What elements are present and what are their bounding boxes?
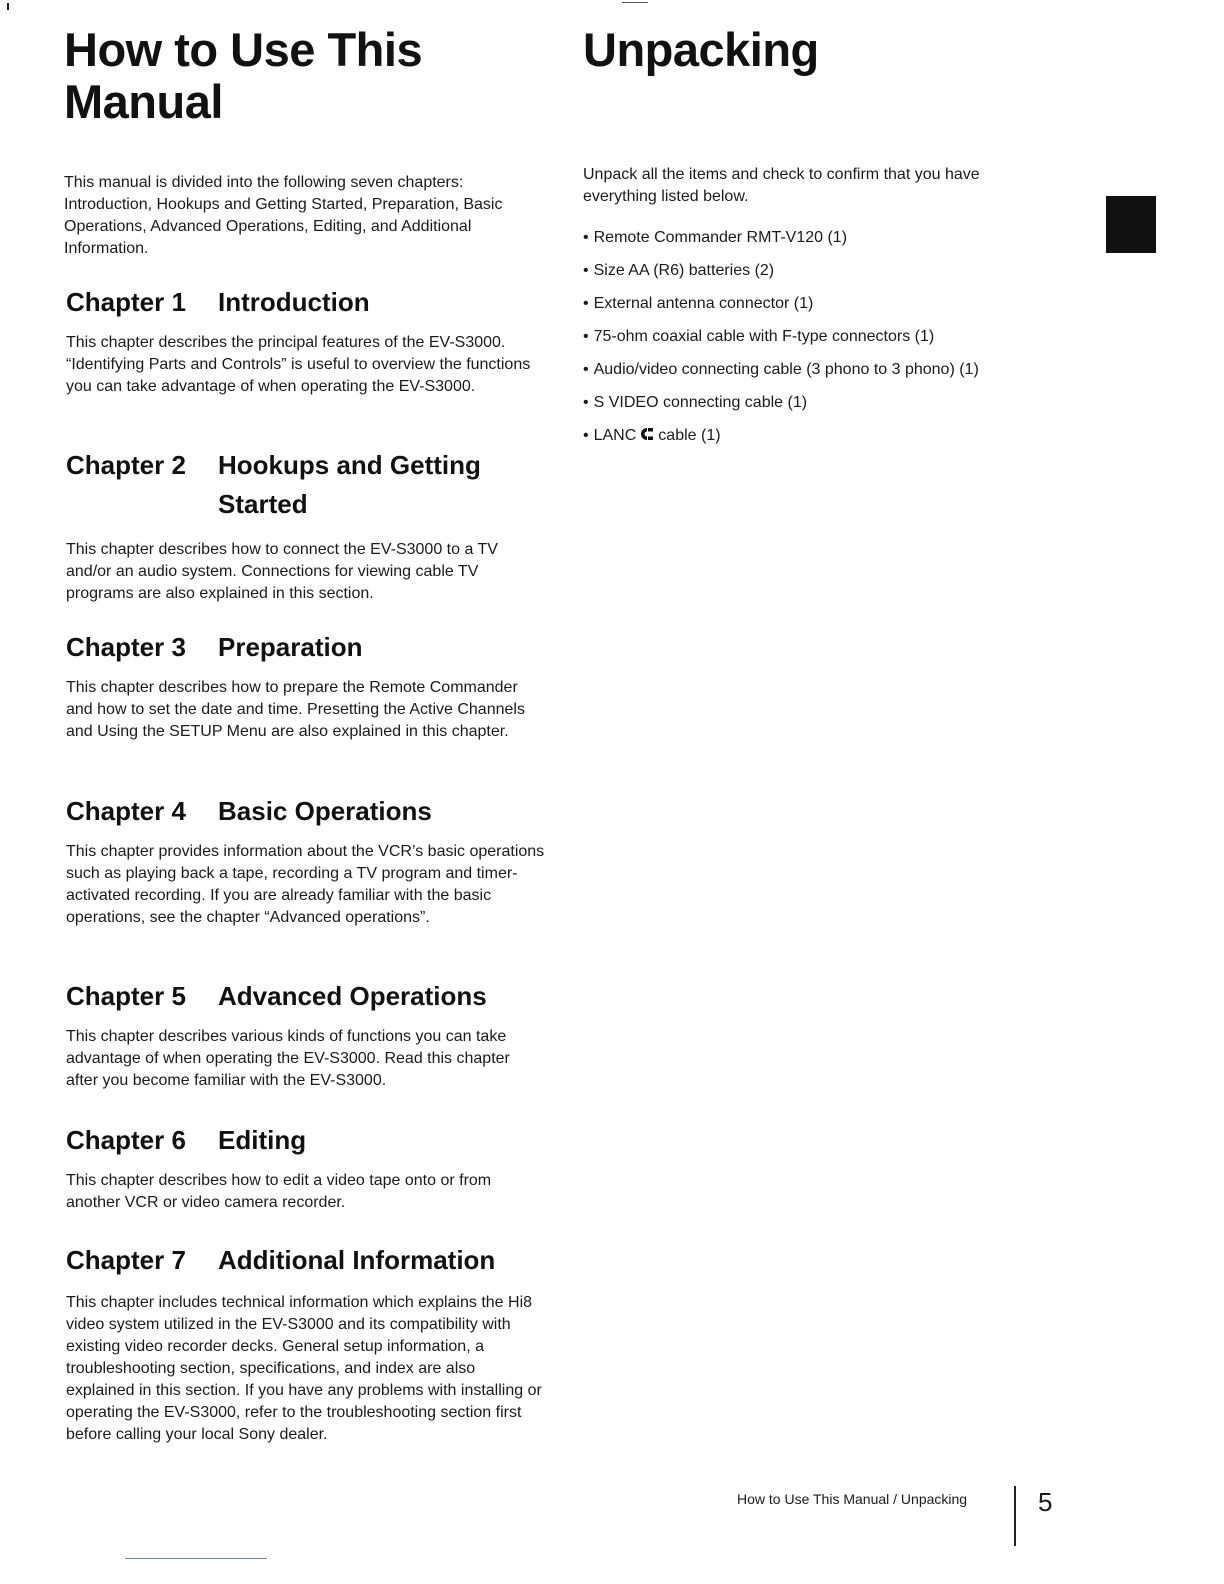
chapter-body: This chapter describes how to edit a video tape onto or from another VCR or video camera recorder. [66, 1172, 492, 1211]
chapter-name: Editing [218, 1125, 307, 1155]
chapter-heading [66, 1121, 546, 1160]
scan-mark [622, 2, 648, 3]
list-item [583, 260, 1053, 282]
page-number: 5 [1038, 1487, 1053, 1517]
item-text: External antenna connector (1) [593, 295, 814, 312]
footer-section-label: How to Use This Manual / Unpacking [737, 1491, 968, 1507]
list-item [583, 425, 1053, 447]
chapter-body: This chapter describes how to connect the EV-S3000 to a TV and/or an audio system. Connections for viewing cable TV programs are also explained in this section. [66, 541, 498, 602]
thumb-index-tab [1106, 196, 1156, 253]
chapter-section [66, 1241, 546, 1446]
bullet: • [583, 361, 589, 378]
chapter-heading [66, 1241, 546, 1280]
chapter-heading [66, 446, 546, 524]
chapter-section [66, 283, 546, 398]
page-title-left: How to Use This Manual [64, 23, 423, 128]
bullet: • [583, 394, 589, 411]
list-item [583, 359, 1053, 381]
chapter-body: This chapter describes various kinds of functions you can take advantage of when operating the EV-S3000. Read this chapter after you become familiar with the EV-S3000. [66, 1028, 510, 1089]
chapter-name: Preparation [218, 632, 363, 662]
chapter-body: This chapter includes technical information which explains the Hi8 video system utilized in the EV-S3000 and its compatibility with existing video recorder decks. General setup information, a troubleshooting section, specifications, and index are also explained in this section. If you have any problems with installing or operating the EV-S3000, refer to the troubleshooting section first before calling your local Sony dealer. [66, 1294, 542, 1443]
chapter-name: Additional Information [218, 1245, 496, 1275]
chapter-section [66, 792, 546, 929]
page-title-right: Unpacking [583, 23, 819, 76]
intro-paragraph: This manual is divided into the following seven chapters: Introduction, Hookups and Getting Started, Preparation, Basic Operations, Advanced Operations, Editing, and Additional Information. [64, 174, 503, 257]
chapter-section [66, 628, 546, 743]
chapter-number: Chapter 5 [66, 981, 186, 1011]
chapter-name: Basic Operations [218, 796, 432, 826]
chapter-heading [66, 628, 546, 667]
unpack-intro: Unpack all the items and check to confirm that you have everything listed below. [583, 166, 980, 205]
item-text: S VIDEO connecting cable (1) [593, 394, 808, 411]
chapter-body: This chapter provides information about the VCR’s basic operations such as playing back a tape, recording a TV program and timer-activated recording. If you are already familiar with the basic operations, see the chapter “Advanced operations”. [66, 843, 545, 926]
bullet: • [583, 229, 589, 246]
list-item [583, 326, 1053, 348]
bullet: • [583, 328, 589, 345]
chapter-section [66, 977, 546, 1092]
scan-mark [125, 1558, 267, 1559]
chapter-heading [66, 977, 546, 1016]
bullet: • [583, 262, 589, 279]
footer-divider [1014, 1486, 1016, 1546]
chapter-heading [66, 283, 546, 322]
chapter-heading [66, 792, 546, 831]
right-column [583, 24, 1053, 458]
item-text: cable (1) [658, 427, 721, 444]
list-item [583, 392, 1053, 414]
chapter-name: Hookups and Getting Started [218, 450, 481, 519]
chapter-number: Chapter 6 [66, 1125, 186, 1155]
item-text: LANC [593, 427, 637, 444]
chapter-number: Chapter 4 [66, 796, 186, 826]
chapter-number: Chapter 7 [66, 1245, 186, 1275]
chapter-section [66, 446, 546, 605]
chapter-number: Chapter 1 [66, 287, 186, 317]
list-item [583, 293, 1053, 315]
item-text: 75-ohm coaxial cable with F-type connectors (1) [593, 328, 935, 345]
chapter-name: Advanced Operations [218, 981, 487, 1011]
chapter-section [66, 1121, 546, 1214]
item-text: Remote Commander RMT-V120 (1) [593, 229, 848, 246]
chapter-number: Chapter 3 [66, 632, 186, 662]
chapter-name: Introduction [218, 287, 370, 317]
chapter-body: This chapter describes how to prepare the Remote Commander and how to set the date and time. Presetting the Active Channels and Using the SETUP Menu are also explained in this chapter. [66, 679, 525, 740]
list-item [583, 227, 1053, 249]
bullet: • [583, 427, 589, 444]
left-column [64, 24, 544, 260]
item-text: Audio/video connecting cable (3 phono to 3 phono) (1) [593, 361, 979, 378]
lanc-icon [640, 427, 654, 441]
item-text: Size AA (R6) batteries (2) [593, 262, 775, 279]
chapter-number: Chapter 2 [66, 450, 186, 480]
chapter-body: This chapter describes the principal features of the EV-S3000. “Identifying Parts and Controls” is useful to overview the functions you can take advantage of when operating the EV-S3000. [66, 334, 531, 395]
scan-mark [7, 3, 9, 10]
item-list [583, 227, 1053, 447]
bullet: • [583, 295, 589, 312]
